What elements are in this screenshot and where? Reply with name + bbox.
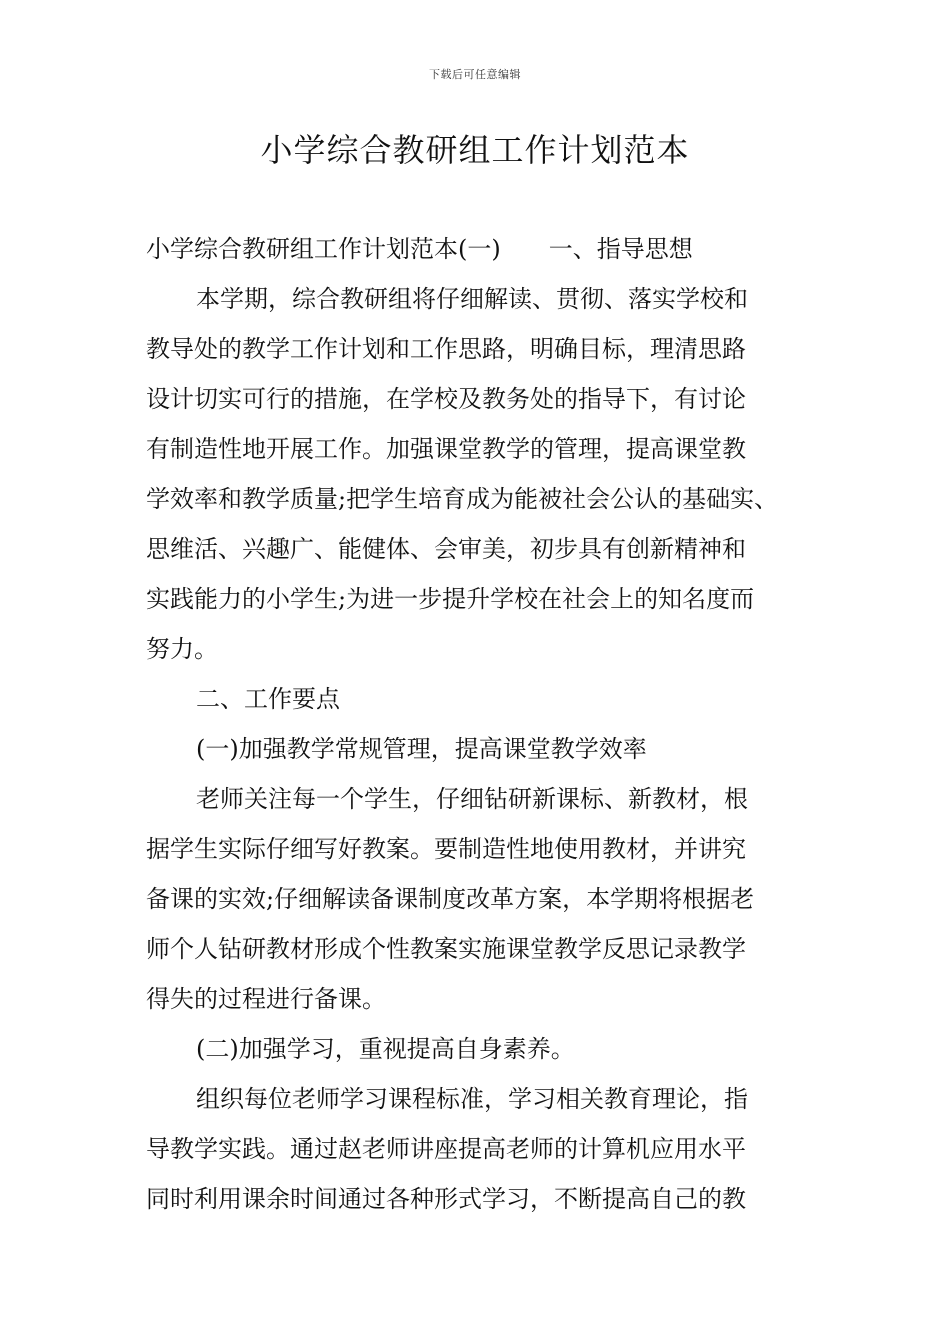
document-body (146, 224, 810, 1224)
paragraph-line: 组织每位老师学习课程标准，学习相关教育理论，指 (196, 1085, 748, 1113)
paragraph-line: 得失的过程进行备课。 (146, 985, 386, 1013)
paragraph-line: 教导处的教学工作计划和工作思路，明确目标，理清思路 (146, 335, 746, 363)
header-note: 下载后可任意编辑 (429, 68, 521, 81)
page-title: 小学综合教研组工作计划范本 (260, 131, 690, 169)
paragraph-line: 导教学实践。通过赵老师讲座提高老师的计算机应用水平 (146, 1135, 746, 1163)
section-heading-guiding-idea: 一、指导思想 (548, 235, 693, 263)
subsection-heading: (二)加强学习，重视提高自身素养。 (196, 1035, 575, 1063)
section-heading: 二、工作要点 (196, 685, 340, 713)
paragraph-line: 老师关注每一个学生，仔细钻研新课标、新教材，根 (196, 785, 748, 813)
subsection-heading: (一)加强教学常规管理，提高课堂教学效率 (196, 735, 647, 763)
paragraph-line: 同时利用课余时间通过各种形式学习，不断提高自己的教 (146, 1185, 746, 1213)
paragraph-line: 有制造性地开展工作。加强课堂教学的管理，提高课堂教 (146, 435, 746, 463)
paragraph-line: 思维活、兴趣广、能健体、会审美，初步具有创新精神和 (146, 535, 746, 563)
paragraph-line: 本学期，综合教研组将仔细解读、贯彻、落实学校和 (196, 285, 748, 313)
paragraph-line: 据学生实际仔细写好教案。要制造性地使用教材，并讲究 (146, 835, 746, 863)
paragraph-line: 实践能力的小学生;为进一步提升学校在社会上的知名度而 (146, 585, 755, 613)
paragraph-line: 学效率和教学质量;把学生培育成为能被社会公认的基础实、 (146, 485, 779, 513)
paragraph-line: 努力。 (146, 635, 218, 663)
paragraph-line-first (146, 224, 810, 274)
section-heading-sample: 小学综合教研组工作计划范本(一) (146, 235, 501, 263)
paragraph-line: 备课的实效;仔细解读备课制度改革方案，本学期将根据老 (146, 885, 755, 913)
paragraph-line: 师个人钻研教材形成个性教案实施课堂教学反思记录教学 (146, 935, 746, 963)
paragraph-line: 设计切实可行的措施，在学校及教务处的指导下，有讨论 (146, 385, 746, 413)
